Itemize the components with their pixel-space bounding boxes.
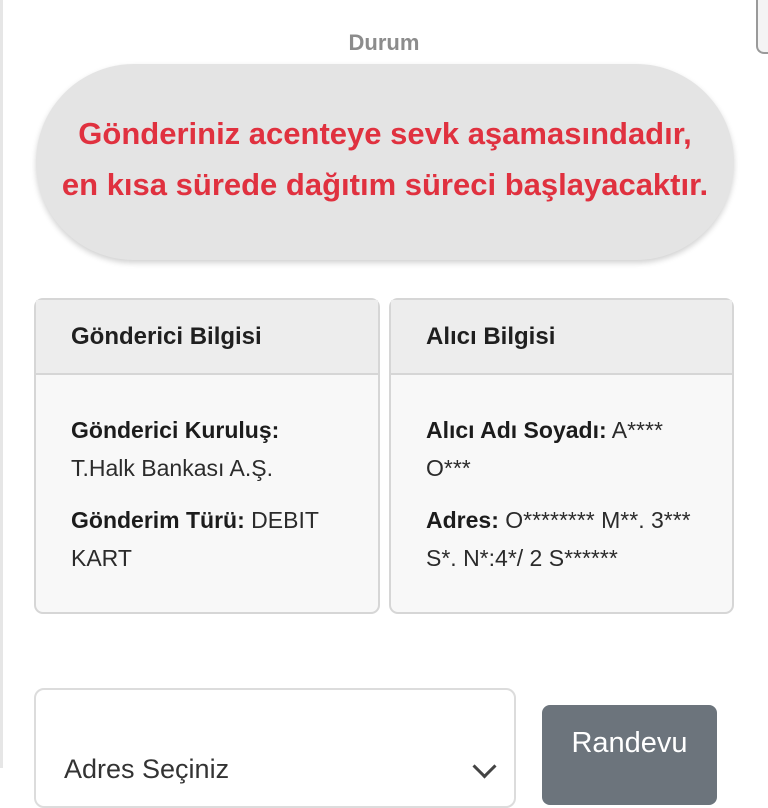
sender-institution-label: Gönderici Kuruluş: — [71, 417, 280, 443]
appointment-button[interactable]: Randevu — [542, 705, 717, 805]
receiver-card-title: Alıcı Bilgisi — [391, 300, 732, 375]
sender-institution-value: T.Halk Bankası A.Ş. — [71, 455, 273, 481]
chevron-down-icon[interactable] — [472, 754, 496, 778]
receiver-name-value: A**** O*** — [426, 417, 663, 481]
shipment-type-value: DEBIT KART — [71, 507, 319, 571]
shipment-type-field — [71, 501, 348, 577]
scrollbar[interactable] — [756, 0, 768, 768]
status-panel — [36, 64, 734, 260]
receiver-name-field — [426, 411, 702, 487]
sender-info-card — [34, 298, 380, 614]
receiver-address-field — [426, 501, 702, 577]
receiver-card-body — [391, 375, 732, 577]
receiver-info-card — [389, 298, 734, 614]
address-select-label: Adres Seçiniz — [64, 754, 230, 784]
sender-institution-field — [71, 411, 348, 487]
sender-card-title: Gönderici Bilgisi — [36, 300, 378, 375]
sender-card-body — [36, 375, 378, 577]
receiver-address-label: Adres: — [426, 507, 499, 533]
receiver-name-label: Alıcı Adı Soyadı: — [426, 417, 607, 443]
shipment-type-label: Gönderim Türü: — [71, 507, 245, 533]
receiver-address-value: O******** M**. 3*** S*. N*:4*/ 2 S****** — [426, 507, 691, 571]
status-message: Gönderiniz acenteye sevk aşamasındadır, en kısa sürede dağıtım süreci başlayacaktır. — [61, 116, 709, 202]
left-edge — [0, 0, 3, 768]
status-label: Durum — [348, 30, 420, 55]
address-select[interactable] — [34, 688, 516, 808]
